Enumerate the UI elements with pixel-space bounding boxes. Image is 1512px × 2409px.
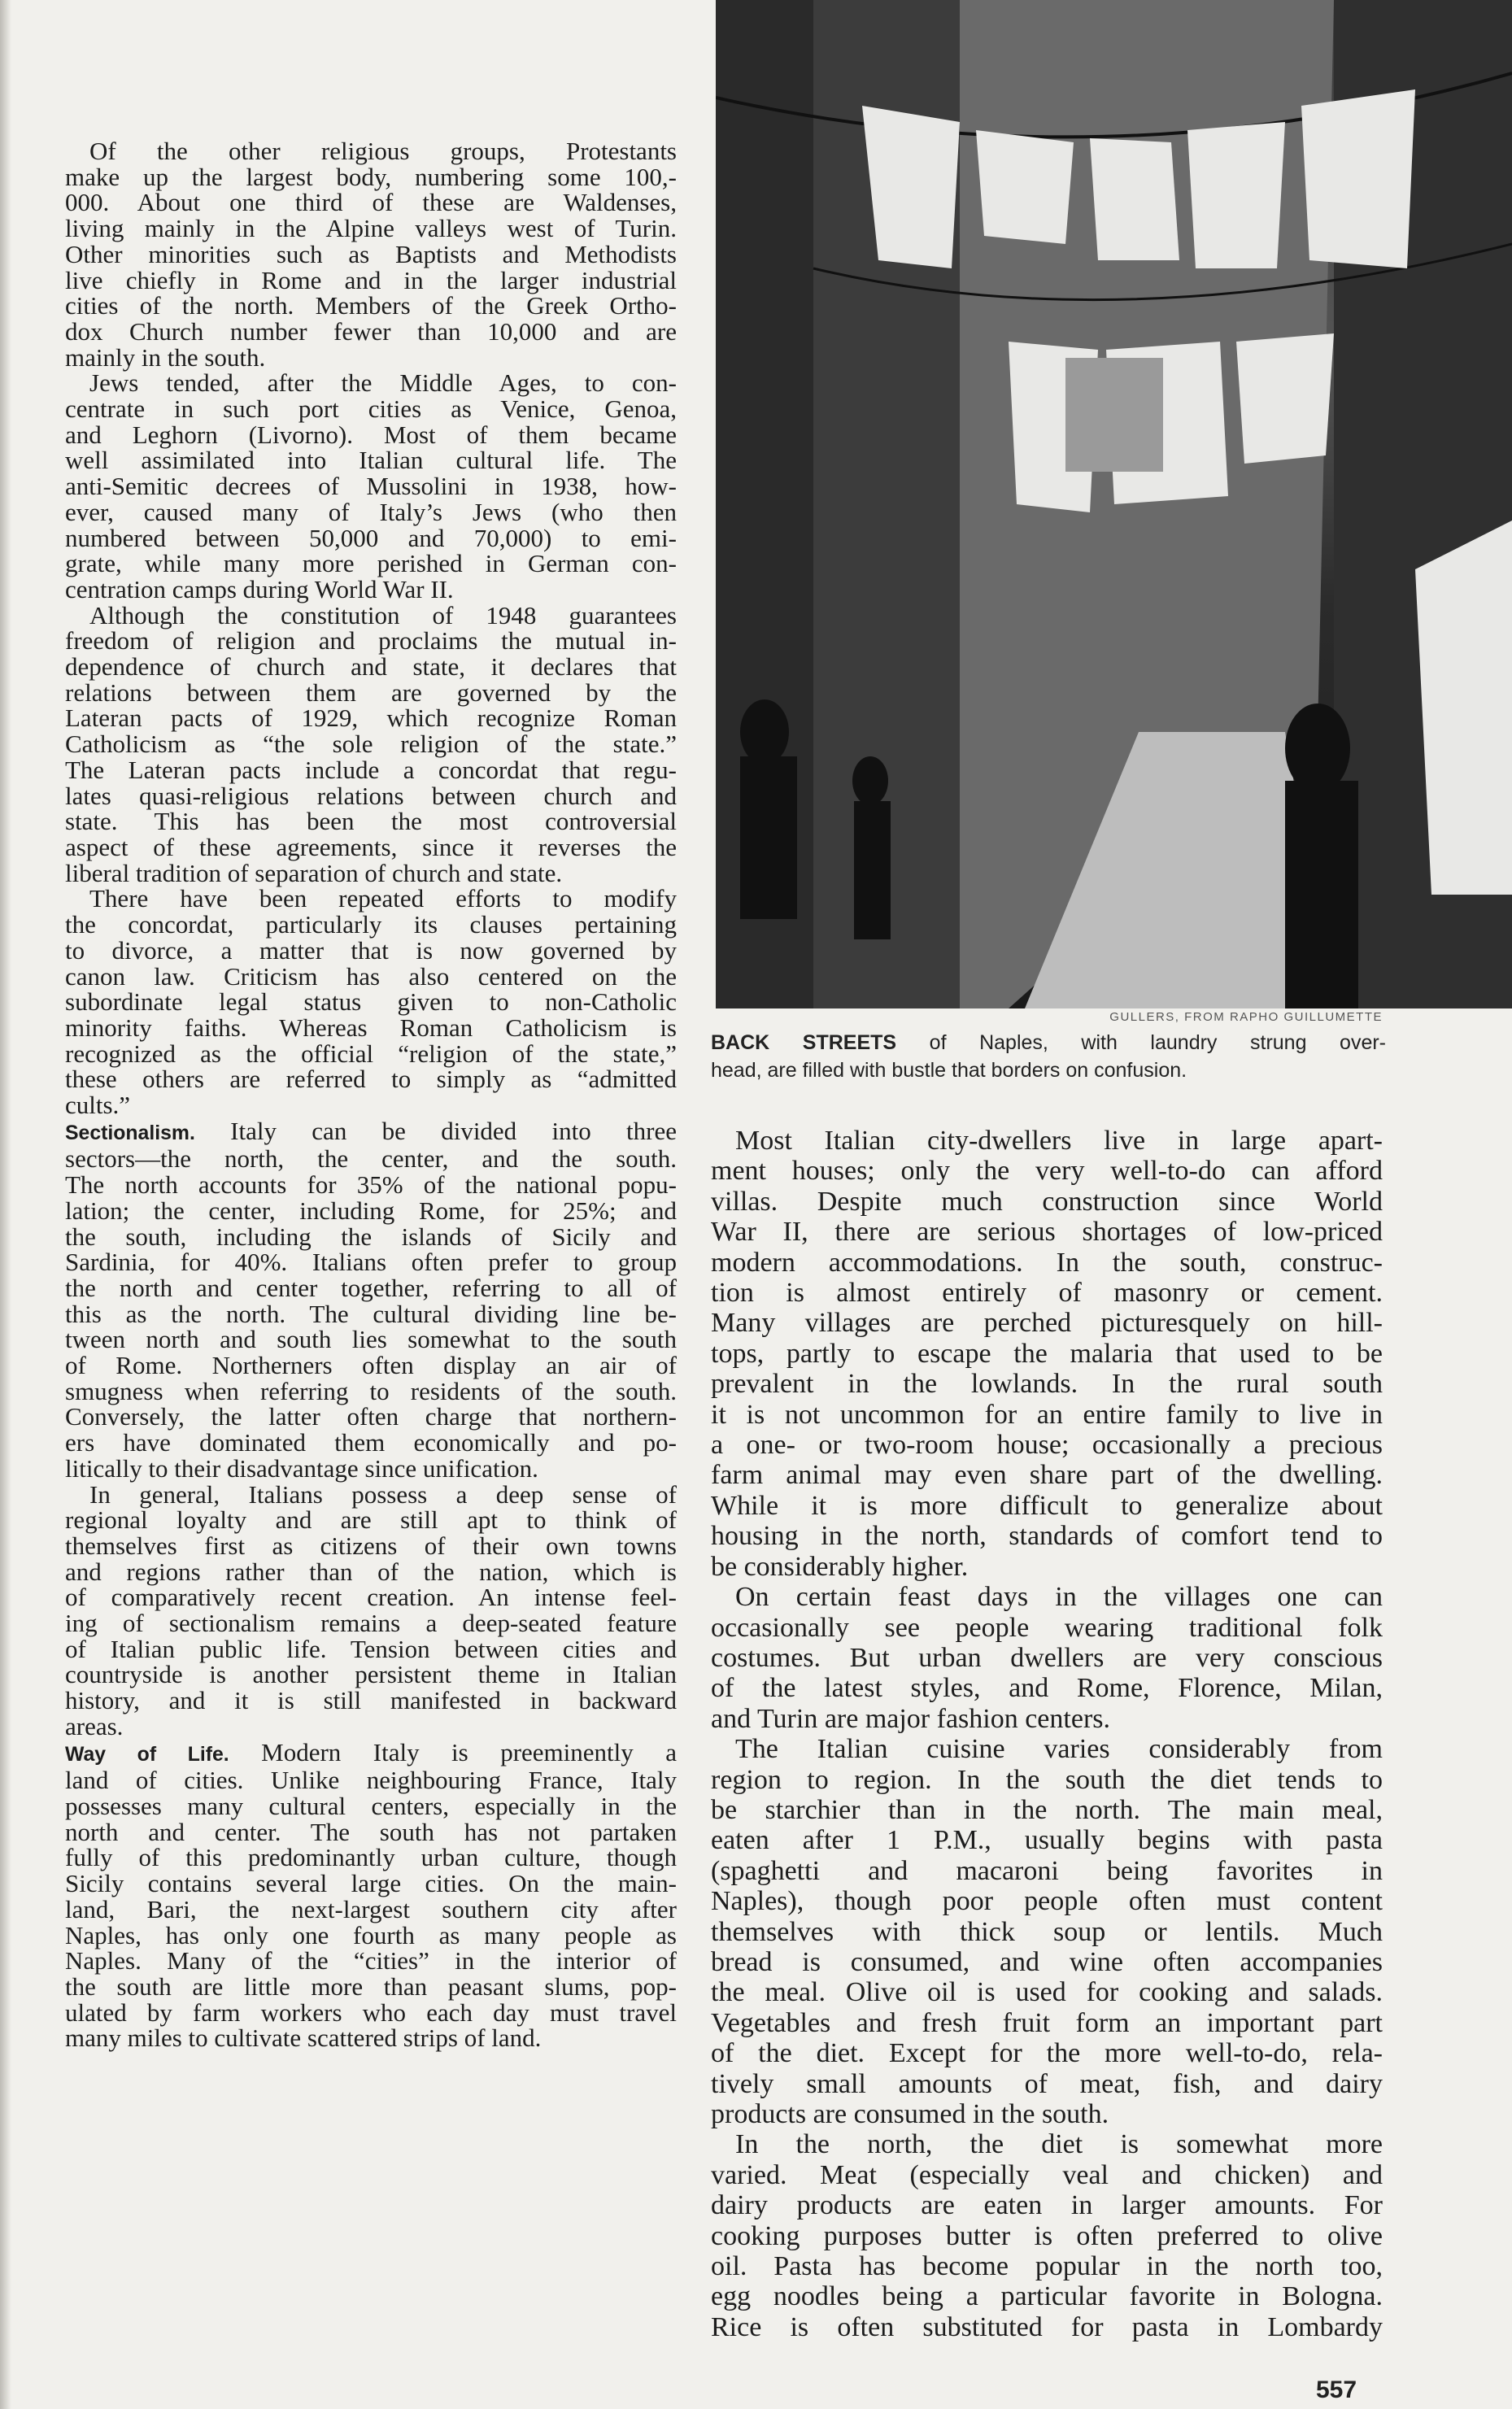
text-line bbox=[711, 2160, 1383, 2190]
text-line bbox=[65, 1453, 677, 1483]
line-text: Vegetables and fresh fruit form an important part bbox=[711, 2007, 1383, 2038]
text-line bbox=[65, 422, 677, 448]
photo-caption bbox=[711, 1029, 1386, 1084]
line-text: grate, while many more perished in German con- bbox=[65, 549, 677, 578]
line-text: mainly in the south. bbox=[65, 342, 266, 372]
text-line bbox=[65, 1636, 677, 1662]
text-line bbox=[65, 164, 677, 190]
line-text: lation; the center, including Rome, for 25%; and bbox=[65, 1196, 677, 1225]
line-text: smugness when referring to residents of the south. bbox=[65, 1376, 677, 1405]
line-text: eaten after 1 P.M., usually begins with pasta bbox=[711, 1825, 1383, 1856]
text-line bbox=[65, 705, 677, 731]
text-line bbox=[65, 265, 677, 294]
section-heading: Way of Life. bbox=[65, 1743, 229, 1766]
text-line bbox=[711, 1400, 1383, 1430]
line-text: centrate in such port cities as Venice, Genoa, bbox=[65, 394, 677, 424]
text-line bbox=[711, 1886, 1383, 1916]
text-line bbox=[65, 1015, 677, 1041]
line-text: these others are referred to simply as “admitted bbox=[65, 1065, 677, 1094]
line-text: Modern Italy is preeminently a bbox=[229, 1737, 677, 1766]
line-text: Italy can be divided into three bbox=[194, 1116, 677, 1145]
line-text: land of cities. Unlike neighbouring France, Italy bbox=[65, 1766, 677, 1795]
line-text: dependence of church and state, it declares that bbox=[65, 652, 677, 682]
text-line bbox=[65, 551, 677, 577]
text-line bbox=[65, 293, 677, 319]
line-text: the concordat, particularly its clauses pertaining bbox=[65, 910, 677, 939]
line-text: liberal tradition of separation of church and state. bbox=[65, 858, 563, 887]
line-text: countryside is another persistent theme in Italian bbox=[65, 1660, 677, 1689]
text-line bbox=[711, 1217, 1383, 1247]
line-text: Of the other religious groups, Protestants bbox=[89, 137, 677, 165]
text-line bbox=[65, 1737, 677, 1768]
caption-line bbox=[711, 1029, 1386, 1056]
line-text: War II, there are serious shortages of low-priced bbox=[711, 1217, 1383, 1248]
line-text: litically to their disadvantage since unification. bbox=[65, 1453, 538, 1483]
text-line bbox=[65, 1066, 677, 1092]
text-line bbox=[711, 2251, 1383, 2281]
line-text: Naples, has only one fourth as many people as bbox=[65, 1920, 677, 1949]
line-text: The Lateran pacts include a concordat that regu- bbox=[65, 755, 677, 784]
line-text: tween north and south lies somewhat to the south bbox=[65, 1325, 677, 1354]
page-number: 557 bbox=[1316, 2376, 1357, 2403]
text-line bbox=[711, 1430, 1383, 1460]
line-text: In general, Italians possess a deep sense of bbox=[89, 1479, 677, 1509]
text-line bbox=[65, 1662, 677, 1688]
line-text: ment houses; only the very well-to-do can afford bbox=[711, 1156, 1383, 1187]
line-text: Other minorities such as Baptists and Methodists bbox=[65, 239, 677, 268]
line-text: subordinate legal status given to non-Catholic bbox=[65, 987, 677, 1017]
line-text: Naples), though poor people often must content bbox=[711, 1886, 1383, 1917]
line-text: ing of sectionalism remains a deep-seated feature bbox=[65, 1609, 677, 1638]
line-text: Although the constitution of 1948 guarantees bbox=[89, 600, 677, 629]
text-line bbox=[65, 1971, 677, 2001]
text-line bbox=[65, 1711, 677, 1740]
line-text: egg noodles being a particular favorite in Bologna. bbox=[711, 2281, 1383, 2312]
line-text: Lateran pacts of 1929, which recognize Roman bbox=[65, 704, 677, 733]
text-line bbox=[65, 757, 677, 783]
line-text: numbered between 50,000 and 70,000) to emi- bbox=[65, 523, 677, 552]
text-line bbox=[711, 1643, 1383, 1673]
line-text: of comparatively recent creation. An intense feel- bbox=[65, 1583, 677, 1612]
line-text: Many villages are perched picturesquely on hill- bbox=[711, 1308, 1383, 1339]
page-gutter-shadow bbox=[0, 0, 11, 2409]
line-text: this as the north. The cultural dividing line be- bbox=[65, 1299, 677, 1328]
text-line bbox=[65, 447, 677, 473]
text-line bbox=[65, 1041, 677, 1067]
line-text: minority faiths. Whereas Roman Catholicism is bbox=[65, 1013, 677, 1042]
line-text: themselves with thick soup or lentils. Much bbox=[711, 1916, 1383, 1947]
line-text: the south are little more than peasant slums, pop- bbox=[65, 1971, 677, 2001]
text-line bbox=[65, 1353, 677, 1379]
text-line bbox=[65, 1275, 677, 1301]
line-text: land, Bari, the next-largest southern city after bbox=[65, 1894, 677, 1923]
line-text: Rice is often substituted for pasta in Lombardy bbox=[711, 2311, 1383, 2342]
line-text: a one- or two-room house; occasionally a precious bbox=[711, 1430, 1383, 1461]
text-line bbox=[65, 1198, 677, 1224]
line-text: occasionally see people wearing traditional folk bbox=[711, 1612, 1383, 1643]
text-line bbox=[65, 808, 677, 834]
line-text: Sicily contains several large cities. On the main- bbox=[65, 1869, 677, 1898]
text-line bbox=[65, 989, 677, 1015]
text-line bbox=[711, 1187, 1383, 1217]
text-line bbox=[711, 1552, 1383, 1582]
text-line bbox=[65, 1430, 677, 1456]
text-line bbox=[711, 1734, 1383, 1764]
text-line bbox=[711, 1491, 1383, 1521]
line-text: make up the largest body, numbering some 100,- bbox=[65, 162, 677, 191]
text-line bbox=[65, 2025, 677, 2051]
text-line bbox=[65, 1507, 677, 1533]
text-line bbox=[65, 342, 677, 372]
line-text: it is not uncommon for an entire family to live in bbox=[711, 1399, 1383, 1430]
line-text: centration camps during World War II. bbox=[65, 574, 454, 603]
text-line bbox=[65, 886, 677, 912]
text-line bbox=[711, 1339, 1383, 1369]
text-line bbox=[65, 860, 677, 886]
line-text: well assimilated into Italian cultural life. The bbox=[65, 446, 677, 475]
text-line bbox=[65, 1404, 677, 1430]
text-line bbox=[65, 525, 677, 551]
line-text: prevalent in the lowlands. In the rural south bbox=[711, 1369, 1383, 1400]
text-line bbox=[711, 2221, 1383, 2251]
text-line bbox=[711, 1308, 1383, 1338]
line-text: of Rome. Northerners often display an air of bbox=[65, 1351, 677, 1380]
text-line bbox=[711, 2190, 1383, 2220]
text-line bbox=[711, 1460, 1383, 1490]
line-text: villas. Despite much construction since World bbox=[711, 1186, 1383, 1217]
right-text-column bbox=[711, 1126, 1383, 2342]
line-text: be considerably higher. bbox=[711, 1551, 969, 1582]
line-text: the south, including the islands of Sicily and bbox=[65, 1222, 677, 1251]
line-text: live chiefly in Rome and in the larger industrial bbox=[65, 265, 677, 294]
text-line bbox=[711, 1977, 1383, 2007]
left-text-column bbox=[65, 138, 677, 2051]
line-text: region to region. In the south the diet tends to bbox=[711, 1764, 1383, 1795]
text-line bbox=[65, 1249, 677, 1275]
line-text: dox Church number fewer than 10,000 and are bbox=[65, 316, 677, 346]
line-text: Naples. Many of the “cities” in the interior of bbox=[65, 1946, 677, 1976]
line-text: ers have dominated them economically and po- bbox=[65, 1428, 677, 1457]
line-text: On certain feast days in the villages one can bbox=[735, 1582, 1383, 1613]
text-line bbox=[711, 1369, 1383, 1399]
line-text: cults.” bbox=[65, 1091, 131, 1120]
photo-illustration bbox=[716, 0, 1512, 1008]
text-line bbox=[711, 2099, 1383, 2129]
text-line bbox=[65, 1610, 677, 1636]
line-text: many miles to cultivate scattered strips of land. bbox=[65, 2023, 542, 2053]
photo-credit: GULLERS, FROM RAPHO GUILLUMETTE bbox=[1109, 1010, 1383, 1024]
line-text: areas. bbox=[65, 1711, 124, 1740]
line-text: regional loyalty and are still apt to think of bbox=[65, 1505, 677, 1535]
text-line bbox=[65, 1172, 677, 1198]
text-line bbox=[711, 2312, 1383, 2342]
text-line bbox=[711, 1765, 1383, 1795]
line-text: freedom of religion and proclaims the mutual in- bbox=[65, 626, 677, 656]
line-text: Sardinia, for 40%. Italians often prefer to group bbox=[65, 1248, 677, 1277]
text-line bbox=[711, 2008, 1383, 2038]
text-line bbox=[65, 783, 677, 809]
text-line bbox=[65, 1920, 677, 1949]
line-text: lates quasi-religious relations between church and bbox=[65, 781, 677, 810]
text-line bbox=[711, 1673, 1383, 1703]
caption-line: head, are filled with bustle that borders on confusion. bbox=[711, 1059, 1187, 1082]
line-text: relations between them are governed by the bbox=[65, 677, 677, 707]
text-line bbox=[65, 574, 677, 603]
text-line bbox=[711, 1825, 1383, 1855]
text-line bbox=[65, 1301, 677, 1327]
text-line bbox=[65, 1948, 677, 1974]
text-line bbox=[65, 600, 677, 629]
text-line bbox=[711, 1613, 1383, 1643]
line-text: farm animal may even share part of the dwelling. bbox=[711, 1460, 1383, 1491]
text-line bbox=[65, 1092, 677, 1118]
line-text: recognized as the official “religion of the state,” bbox=[65, 1039, 677, 1068]
text-line bbox=[65, 189, 677, 216]
text-line bbox=[65, 935, 677, 965]
line-text: themselves first as citizens of their own towns bbox=[65, 1531, 677, 1560]
text-line bbox=[65, 731, 677, 757]
line-text: housing in the north, standards of comfort tend to bbox=[711, 1521, 1383, 1552]
line-text: dairy products are eaten in larger amounts. For bbox=[711, 2190, 1383, 2221]
text-line bbox=[65, 499, 677, 525]
line-text: of the diet. Except for the more well-to-do, rela- bbox=[711, 2038, 1383, 2069]
text-line bbox=[65, 370, 677, 396]
line-text: aspect of these agreements, since it reverses the bbox=[65, 832, 677, 861]
text-line bbox=[65, 654, 677, 680]
line-text: ever, caused many of Italy’s Jews (who then bbox=[65, 497, 677, 526]
text-line bbox=[65, 1146, 677, 1172]
text-line bbox=[65, 961, 677, 991]
text-line bbox=[65, 316, 677, 346]
line-text: (spaghetti and macaroni being favorites in bbox=[711, 1855, 1383, 1886]
text-line bbox=[65, 677, 677, 707]
line-text: cities of the north. Members of the Greek Ortho- bbox=[65, 291, 677, 320]
line-text: of the latest styles, and Rome, Florence, Milan, bbox=[711, 1673, 1383, 1704]
line-text: While it is more difficult to generalize about bbox=[711, 1490, 1383, 1521]
text-line bbox=[65, 473, 677, 499]
line-text: possesses many cultural centers, especially in the bbox=[65, 1792, 677, 1820]
text-line bbox=[711, 2038, 1383, 2068]
line-text: the north and center together, referring to all of bbox=[65, 1273, 677, 1302]
text-line bbox=[65, 1819, 677, 1845]
text-line bbox=[65, 1793, 677, 1819]
text-line bbox=[65, 1376, 677, 1405]
photo-naples-back-streets bbox=[716, 0, 1512, 1008]
line-text: canon law. Criticism has also centered on the bbox=[65, 961, 677, 991]
line-text: bread is consumed, and wine often accompanies bbox=[711, 1946, 1383, 1977]
line-text: sectors—the north, the center, and the south. bbox=[65, 1144, 677, 1174]
line-text: tops, partly to escape the malaria that used to be bbox=[711, 1338, 1383, 1369]
line-text: Jews tended, after the Middle Ages, to con- bbox=[89, 368, 677, 398]
line-text: oil. Pasta has become popular in the north too, bbox=[711, 2251, 1383, 2282]
text-line bbox=[711, 1126, 1383, 1156]
line-text: of Italian public life. Tension between cities and bbox=[65, 1634, 677, 1663]
text-line bbox=[711, 1582, 1383, 1612]
line-text: costumes. But urban dwellers are very conscious bbox=[711, 1642, 1383, 1673]
line-text: There have been repeated efforts to modify bbox=[89, 884, 677, 913]
text-line bbox=[65, 1118, 677, 1147]
text-line bbox=[711, 2069, 1383, 2099]
text-line bbox=[65, 239, 677, 268]
line-text: tion is almost entirely of masonry or cement. bbox=[711, 1278, 1383, 1309]
line-text: Catholicism as “the sole religion of the state.” bbox=[65, 730, 677, 759]
text-line bbox=[65, 1894, 677, 1923]
line-text: and Turin are major fashion centers. bbox=[711, 1703, 1110, 1734]
line-text: to divorce, a matter that is now governed by bbox=[65, 935, 677, 965]
section-heading: Sectionalism. bbox=[65, 1122, 195, 1144]
text-line bbox=[65, 1767, 677, 1793]
text-line bbox=[65, 1688, 677, 1714]
text-line bbox=[65, 1845, 677, 1871]
text-line bbox=[65, 1533, 677, 1559]
line-text: the meal. Olive oil is used for cooking and salads. bbox=[711, 1977, 1383, 2008]
text-line bbox=[65, 1479, 677, 1509]
text-line bbox=[65, 216, 677, 242]
text-line bbox=[65, 1997, 677, 2027]
line-text: varied. Meat (especially veal and chicken) and bbox=[711, 2159, 1383, 2190]
line-text: ulated by farm workers who each day must travel bbox=[65, 1997, 677, 2027]
line-text: and regions rather than of the nation, which is bbox=[65, 1557, 677, 1586]
line-text: products are consumed in the south. bbox=[711, 2099, 1109, 2129]
line-text: The Italian cuisine varies considerably from bbox=[735, 1734, 1383, 1765]
text-line bbox=[65, 1326, 677, 1353]
text-line bbox=[65, 138, 677, 164]
line-text: anti-Semitic decrees of Mussolini in 1938, how- bbox=[65, 472, 677, 501]
line-text: tively small amounts of meat, fish, and dairy bbox=[711, 2068, 1383, 2099]
line-text: state. This has been the most controversial bbox=[65, 807, 677, 836]
line-text: Most Italian city-dwellers live in large apart- bbox=[735, 1126, 1383, 1156]
line-text: modern accommodations. In the south, construc- bbox=[711, 1247, 1383, 1278]
line-text: The north accounts for 35% of the national popu- bbox=[65, 1170, 677, 1200]
text-line bbox=[65, 628, 677, 654]
text-line bbox=[711, 1917, 1383, 1947]
line-text: be starchier than in the north. The main meal, bbox=[711, 1794, 1383, 1825]
line-text: and Leghorn (Livorno). Most of them became bbox=[65, 420, 677, 449]
line-text: fully of this predominantly urban culture, though bbox=[65, 1843, 677, 1872]
text-line bbox=[711, 1156, 1383, 1186]
text-line bbox=[711, 1795, 1383, 1825]
line-text: In the north, the diet is somewhat more bbox=[735, 2129, 1383, 2160]
line-text: living mainly in the Alpine valleys west of Turin. bbox=[65, 214, 677, 243]
text-line bbox=[711, 2281, 1383, 2311]
line-text: history, and it is still manifested in backward bbox=[65, 1686, 677, 1715]
text-line bbox=[65, 912, 677, 938]
line-text: north and center. The south has not partaken bbox=[65, 1817, 677, 1846]
text-line bbox=[65, 1224, 677, 1250]
text-line bbox=[65, 1871, 677, 1897]
text-line bbox=[65, 1559, 677, 1585]
text-line bbox=[711, 1248, 1383, 1278]
line-text: cooking purposes butter is often preferred to olive bbox=[711, 2220, 1383, 2251]
text-line bbox=[711, 1521, 1383, 1551]
caption-lead: BACK STREETS bbox=[711, 1031, 897, 1054]
text-line bbox=[711, 1278, 1383, 1308]
line-text: 000. About one third of these are Waldenses, bbox=[65, 188, 677, 217]
text-line bbox=[711, 2129, 1383, 2159]
text-line bbox=[711, 1856, 1383, 1886]
text-line bbox=[65, 834, 677, 860]
text-line bbox=[65, 396, 677, 422]
text-line bbox=[65, 1584, 677, 1610]
text-line bbox=[711, 1704, 1383, 1734]
line-text: Conversely, the latter often charge that northern- bbox=[65, 1402, 677, 1431]
text-line bbox=[711, 1947, 1383, 1977]
caption-text: of Naples, with laundry strung over- bbox=[896, 1031, 1387, 1054]
